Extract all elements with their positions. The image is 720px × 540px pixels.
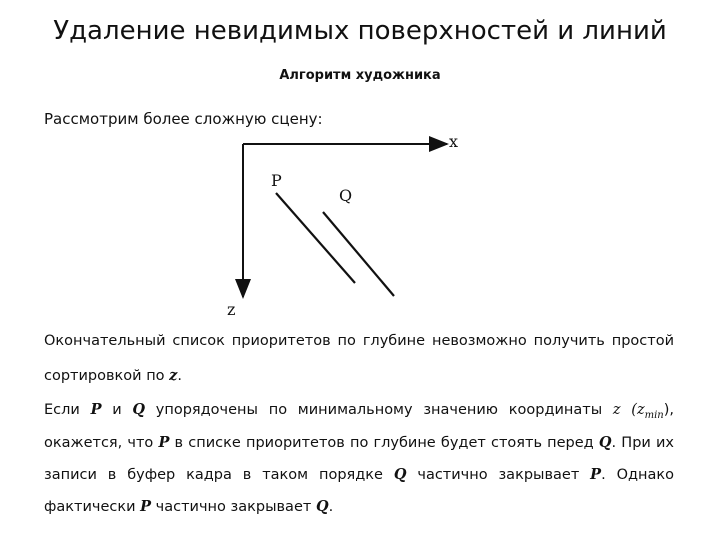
- text-run: частично закрывает: [406, 467, 591, 483]
- math-q: Q: [315, 498, 329, 515]
- math-p: P: [158, 434, 170, 451]
- paragraph-1-line-1: [44, 331, 674, 351]
- text-run: в списке приоритетов по глубине будет стоять перед: [169, 435, 599, 451]
- z-axis-label: z: [227, 300, 236, 319]
- intro-text: Рассмотрим более сложную сцену:: [44, 110, 323, 128]
- text-run: записи в буфер кадра в таком порядке: [44, 467, 394, 483]
- segment-q-label: Q: [339, 186, 353, 205]
- math-q: Q: [598, 434, 612, 451]
- math-q: Q: [393, 466, 407, 483]
- paragraph-2-line-4: [44, 497, 674, 517]
- segment-p-label: P: [271, 171, 282, 190]
- math-subscript-min: min: [644, 409, 664, 421]
- text-run: частично закрывает: [151, 499, 316, 515]
- math-p: P: [90, 401, 102, 418]
- paragraph-2-line-2: [44, 433, 674, 453]
- math-z-min: z (z: [612, 402, 645, 418]
- text-run: ),: [663, 402, 674, 418]
- segment-p: [276, 193, 355, 283]
- paragraph-2-line-3: [44, 465, 674, 485]
- x-axis-label: x: [449, 132, 459, 151]
- slide-title: Удаление невидимых поверхностей и линий: [53, 16, 667, 46]
- slide-subtitle: Алгоритм художника: [279, 68, 441, 83]
- text-run: .: [177, 368, 183, 384]
- text-run: и: [101, 402, 133, 418]
- text-run: Если: [44, 402, 91, 418]
- math-p: P: [590, 466, 602, 483]
- text-run: фактически: [44, 499, 141, 515]
- math-p: P: [140, 498, 152, 515]
- text-run: упорядочены по минимальному значению координаты: [145, 402, 613, 418]
- math-z: z: [169, 367, 178, 384]
- text-run: Окончательный список приоритетов по глубине невозможно получить простой: [44, 333, 674, 349]
- text-run: окажется, что: [44, 435, 159, 451]
- paragraph-1-line-2: [44, 366, 674, 386]
- segment-q: [323, 212, 394, 296]
- text-run: .: [328, 499, 334, 515]
- math-q: Q: [132, 401, 146, 418]
- paragraph-2-line-1: [44, 400, 674, 426]
- text-run: сортировкой по: [44, 368, 170, 384]
- text-run: . Однако: [601, 467, 675, 483]
- text-run: . При их: [611, 435, 674, 451]
